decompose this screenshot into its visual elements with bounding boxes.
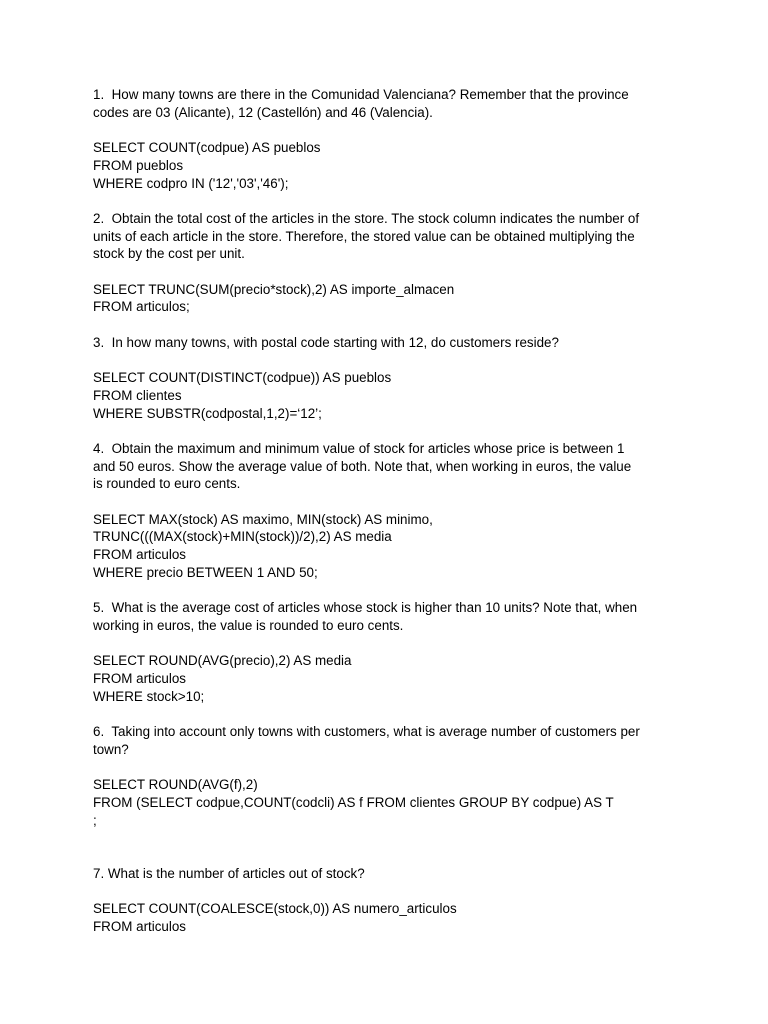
sql-line: FROM articulos xyxy=(93,671,187,687)
sql-line: WHERE SUBSTR(codpostal,1,2)=‘12’; xyxy=(93,405,322,421)
question-4 xyxy=(93,440,683,582)
sql-line: SELECT MAX(stock) AS maximo, MIN(stock) AS minimo, xyxy=(93,511,433,527)
question-text-line: and 50 euros. Show the average value of both. Note that, when working in euros, the value xyxy=(93,458,632,474)
question-text-line: 2. Obtain the total cost of the articles in the store. The stock column indicates the number of xyxy=(93,210,640,226)
question-text-line: town? xyxy=(93,741,129,757)
question-6 xyxy=(93,723,683,829)
sql-line: SELECT COUNT(codpue) AS pueblos xyxy=(93,140,321,156)
question-5 xyxy=(93,599,683,705)
sql-line: ; xyxy=(93,812,97,828)
sql-line: FROM clientes xyxy=(93,387,182,403)
question-2 xyxy=(93,210,683,316)
question-text-line: 5. What is the average cost of articles whose stock is higher than 10 units? Note that, when xyxy=(93,600,638,616)
question-text-line: 4. Obtain the maximum and minimum value of stock for articles whose price is between 1 xyxy=(93,440,625,456)
sql-line: FROM (SELECT codpue,COUNT(codcli) AS f FROM clientes GROUP BY codpue) AS T xyxy=(93,794,614,810)
sql-line: SELECT TRUNC(SUM(precio*stock),2) AS importe_almacen xyxy=(93,281,455,297)
sql-line: WHERE precio BETWEEN 1 AND 50; xyxy=(93,564,318,580)
question-7 xyxy=(93,865,683,936)
sql-line: SELECT ROUND(AVG(f),2) xyxy=(93,777,258,793)
question-text-line: 6. Taking into account only towns with customers, what is average number of customers per xyxy=(93,724,640,740)
question-text-line: 3. In how many towns, with postal code starting with 12, do customers reside? xyxy=(93,334,559,350)
sql-line: WHERE codpro IN ('12','03','46'); xyxy=(93,175,289,191)
question-text-line: 7. What is the number of articles out of stock? xyxy=(93,865,365,881)
question-text-line: stock by the cost per unit. xyxy=(93,246,245,262)
sql-line: FROM articulos xyxy=(93,918,187,934)
question-3 xyxy=(93,334,683,423)
sql-line: SELECT COUNT(COALESCE(stock,0)) AS numero_articulos xyxy=(93,901,457,917)
question-text-line: codes are 03 (Alicante), 12 (Castellón) and 46 (Valencia). xyxy=(93,104,433,120)
sql-line: FROM pueblos xyxy=(93,157,184,173)
sql-line: WHERE stock>10; xyxy=(93,688,205,704)
sql-line: SELECT ROUND(AVG(precio),2) AS media xyxy=(93,653,352,669)
document-page xyxy=(93,86,683,936)
question-text-line: working in euros, the value is rounded to euro cents. xyxy=(93,617,404,633)
sql-line: TRUNC(((MAX(stock)+MIN(stock))/2),2) AS media xyxy=(93,529,392,545)
question-text-line: 1. How many towns are there in the Comunidad Valenciana? Remember that the province xyxy=(93,87,629,102)
sql-line: SELECT COUNT(DISTINCT(codpue)) AS pueblos xyxy=(93,370,392,386)
question-text-line: is rounded to euro cents. xyxy=(93,476,241,492)
question-text-line: units of each article in the store. Therefore, the stored value can be obtained multiplying the xyxy=(93,228,635,244)
question-1 xyxy=(93,86,683,192)
sql-line: FROM articulos; xyxy=(93,299,190,315)
sql-line: FROM articulos xyxy=(93,547,187,563)
